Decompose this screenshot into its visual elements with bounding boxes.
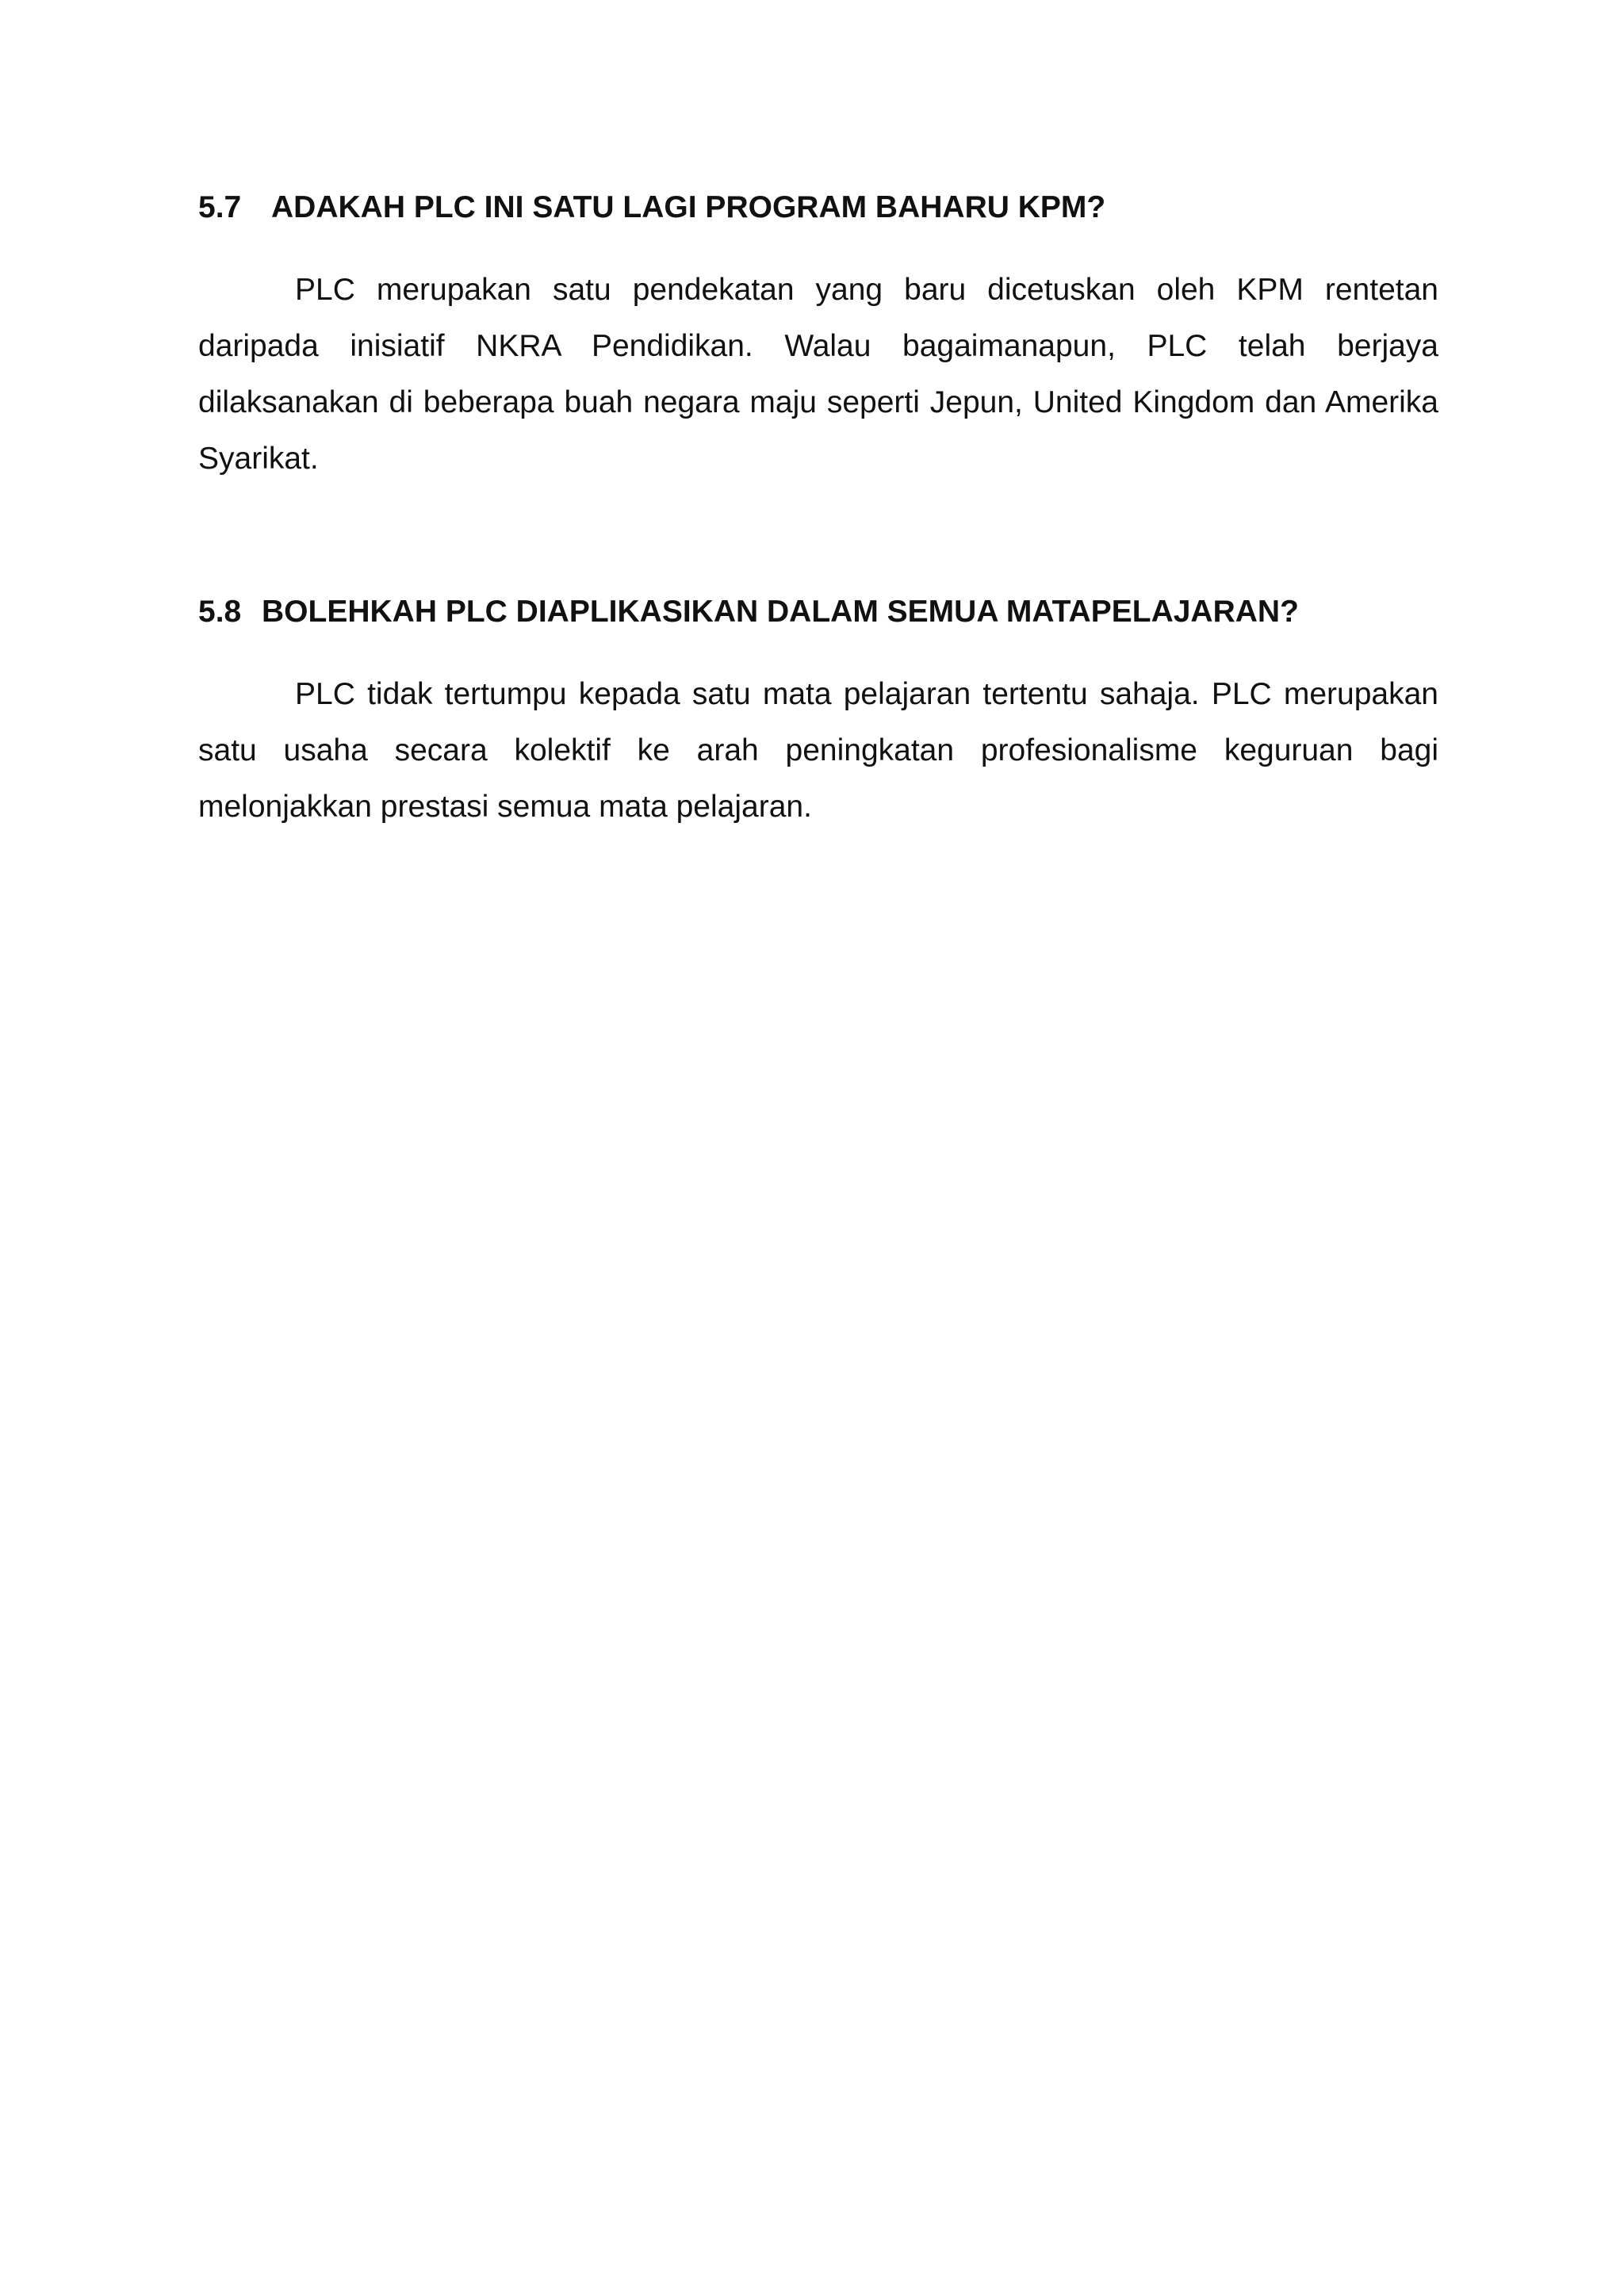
section-heading-5-7 xyxy=(198,189,1438,227)
section-title: ADAKAH PLC INI SATU LAGI PROGRAM BAHARU KPM? xyxy=(271,190,1106,224)
section-number: 5.8 xyxy=(198,595,242,629)
section-paragraph-5-7: PLC merupakan satu pendekatan yang baru dicetuskan oleh KPM rentetan daripada inisiatif NKRA Pendidikan. Walau bagaimanapun, PLC telah berjaya dilaksanakan di beberapa buah negara maju seperti Jepun, United Kingdom dan Amerika Syarikat. xyxy=(198,273,1438,476)
section-heading-5-8 xyxy=(198,593,1438,631)
document-content xyxy=(198,189,1438,835)
section-number: 5.7 xyxy=(198,190,242,224)
section-title: BOLEHKAH PLC DIAPLIKASIKAN DALAM SEMUA MATAPELAJARAN? xyxy=(262,595,1299,629)
section-paragraph-5-8: PLC tidak tertumpu kepada satu mata pelajaran tertentu sahaja. PLC merupakan satu usaha secara kolektif ke arah peningkatan profesionalisme keguruan bagi melonjakkan prestasi semua mata pelajaran. xyxy=(198,677,1438,824)
